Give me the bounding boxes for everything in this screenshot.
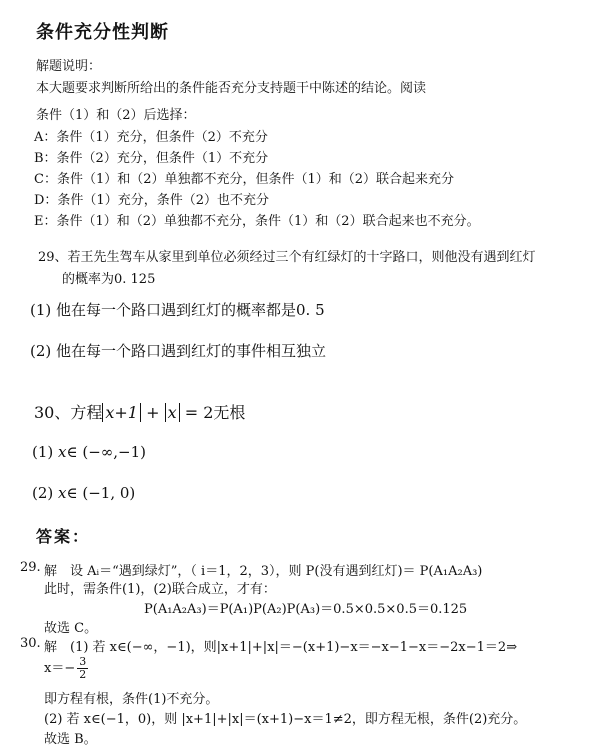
q30-cond2-range: ∈ (−1, 0) bbox=[66, 484, 136, 502]
q30-condition-1 bbox=[32, 443, 146, 461]
a30-fraction-denominator: 2 bbox=[79, 668, 87, 681]
instructions-description: 本大题要求判断所给出的条件能否充分支持题干中陈述的结论。阅读 bbox=[36, 81, 427, 96]
q29-stem-line1: 29、若王先生驾车从家里到单位必须经过三个有红绿灯的十字路口，则他没有遇到红灯 bbox=[38, 250, 536, 265]
option-b: B：条件（2）充分，但条件（1）不充分 bbox=[34, 151, 269, 166]
a30-line5: 故选 B。 bbox=[44, 732, 97, 747]
q30-abs-term-2: x bbox=[165, 403, 180, 422]
q30-suffix: = 2无根 bbox=[184, 403, 246, 422]
a29-line3: P(A₁A₂A₃)＝P(A₁)P(A₂)P(A₃)＝0.5×0.5×0.5＝0.125 bbox=[144, 602, 468, 617]
a29-line2: 此时，需条件(1)，(2)联合成立，才有： bbox=[44, 582, 276, 597]
q30-cond2-var: x bbox=[58, 484, 67, 502]
q29-condition-1: (1) 他在每一个路口遇到红灯的概率都是0. 5 bbox=[30, 301, 325, 319]
q30-cond2-label: (2) bbox=[32, 484, 59, 502]
q30-prefix: 30、方程 bbox=[34, 403, 103, 422]
q29-stem-line2: 的概率为0. 125 bbox=[62, 272, 156, 287]
option-d: D：条件（1）充分，条件（2）也不充分 bbox=[34, 193, 269, 208]
q30-cond1-var: x bbox=[58, 443, 67, 461]
q30-cond1-label: (1) bbox=[32, 443, 59, 461]
q30-cond1-range: ∈ (−∞,−1) bbox=[66, 443, 147, 461]
a30-fraction bbox=[77, 656, 88, 681]
a30-line2 bbox=[44, 656, 88, 681]
a30-line3: 即方程有根，条件(1)不充分。 bbox=[44, 692, 219, 707]
q30-abs-term-1: x+1 bbox=[102, 403, 141, 422]
a30-line4: (2) 若 x∈(−1，0)，则 |x+1|+|x|＝(x+1)−x＝1≠2，即方程无根，条件(2)充分。 bbox=[44, 712, 527, 727]
answers-heading: 答案： bbox=[36, 527, 91, 546]
q30-condition-2 bbox=[32, 484, 135, 502]
option-c: C：条件（1）和（2）单独都不充分，但条件（1）和（2）联合起来充分 bbox=[34, 172, 455, 187]
a30-line1: 解 (1) 若 x∈(−∞，−1)，则|x+1|+|x|＝−(x+1)−x＝−x−1−x＝−2x−1＝2⇒ bbox=[44, 640, 518, 655]
instructions-heading: 解题说明： bbox=[36, 59, 102, 74]
a30-number: 30. bbox=[20, 636, 41, 651]
option-a: A：条件（1）充分，但条件（2）不充分 bbox=[34, 130, 268, 145]
q30-plus: + bbox=[146, 403, 160, 422]
a29-line1: 解 设 Aᵢ＝“遇到绿灯”，（ i＝1，2，3），则 P(没有遇到红灯)＝ P(A₁A₂A₃) bbox=[44, 564, 483, 579]
a30-x-eq: x＝− bbox=[44, 661, 76, 676]
option-e: E：条件（1）和（2）单独都不充分，条件（1）和（2）联合起来也不充分。 bbox=[34, 214, 480, 229]
instructions-choose: 条件（1）和（2）后选择： bbox=[36, 108, 196, 123]
a29-number: 29. bbox=[20, 560, 41, 575]
q30-stem bbox=[34, 400, 245, 423]
q29-condition-2: (2) 他在每一个路口遇到红灯的事件相互独立 bbox=[30, 342, 327, 360]
page-title: 条件充分性判断 bbox=[36, 22, 169, 43]
a29-line4: 故选 C。 bbox=[44, 621, 98, 636]
a30-fraction-numerator: 3 bbox=[79, 655, 87, 668]
